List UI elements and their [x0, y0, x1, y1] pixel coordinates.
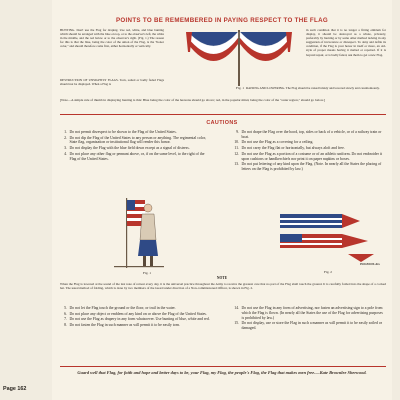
raising-lowering-paragraph: RAISING AND LOWERING. The Flag should be raised briskly and lowered slowly and ceremoniously. — [246, 86, 380, 90]
cautions-list-lower-left — [60, 306, 210, 329]
list-item: 1. Do not permit disrespect to be shown to the Flag of the United States. — [64, 130, 177, 134]
list-item: 14. Do not use the Flag in any form of advertising, nor fasten an advertising sign to a pole from which the Flag is flown. (In nearly all the States the use of the Flag for advertising purposes is prohibited by law.) — [234, 306, 383, 320]
cautions-list-lower-right — [232, 306, 386, 332]
list-item: 10. Do not use the Flag as a covering for a ceiling. — [234, 140, 314, 145]
list-item: 2. Do not dip the Flag of the United States to any person or anything. The regimental color, State flag, organization or institutional flag will render this honor. — [64, 135, 206, 145]
section-divider — [60, 114, 386, 115]
list-item: 4. Do not place any other flag or pennant above, or, if on the same level, to the right of the Flag of the United States. — [64, 151, 205, 161]
page-title: POINTS TO BE REMEMBERED IN PAYING RESPECT TO THE FLAG — [116, 17, 328, 24]
note-heading: NOTE — [216, 276, 228, 280]
fig2-label: Fig. 2 — [324, 270, 332, 274]
fig1-label: Fig. 1 — [143, 271, 151, 275]
poled-flag-label: POLED FLAG — [360, 262, 380, 266]
bunting-illustration — [184, 30, 294, 86]
figure-folding-flag — [278, 212, 378, 264]
bunting-note: [Note—A simple rule of thumb in displaying bunting is this: Blue being the color of the heavens should go above; red, in the popular mind, being the color of the "outer region," should go below.] — [60, 98, 326, 102]
page-number: Page 162 — [3, 386, 27, 392]
list-item: 15. Do not display, use or store the Flag in such a manner as will permit it to be easily soiled or damaged. — [234, 321, 383, 331]
flag-bearer-icon — [112, 196, 182, 270]
intro-fig-label: Fig. 1 — [236, 86, 244, 90]
destruction-continued-paragraph: in such condition that it is no longer a fitting emblem for display, it should be destroyed as a whole, privately, preferably by burning or by some other method lacking in any suggestion of irreverence or disrespect. To deny and defile its condition, if the Flag is your honor in itself or more, an old-style of proper means having it melted or repaired. If it is beyond repair, or is badly faded, ask them to get a new Flag. — [306, 28, 386, 57]
destruction-paragraph: DESTRUCTION OF UNSIGHTLY FLAGS. Torn, soiled or badly faded Flags should not be displayed. When a Flag is — [60, 78, 164, 87]
list-item: 5. Do not let the Flag touch the ground or the floor, or trail in the water. — [64, 306, 176, 310]
note-text: When the Flag is lowered at the sound of the last note of retreat every day, it is the universal practice throughout the Army to receive the greatest care that no part of the Flag shall touch the ground. It is carefully folded into the shape of a cocked hat. The usual method of folding, which is done by two members of the Guard under direction of a Non-commissioned Officer, is shown in Fig. 2. — [60, 282, 386, 291]
document-page — [52, 0, 392, 400]
cautions-title: CAUTIONS — [206, 120, 238, 126]
footer-divider — [60, 366, 386, 367]
list-item: 8. Do not fasten the Flag in such manner as will permit it to be easily torn. — [64, 323, 180, 328]
cautions-list-left — [60, 130, 210, 162]
cautions-list-right — [232, 130, 386, 173]
list-item: 3. Do not display the Flag with the blue field down except as a signal of distress. — [64, 146, 190, 151]
list-item: 7. Do not use the Flag as drapery in any form whatsoever. Use bunting of blue, white and red. — [64, 317, 210, 322]
list-item: 11. Do not carry the Flag flat or horizontally, but always aloft and free. — [234, 146, 345, 151]
figure-person-with-flag — [112, 196, 182, 270]
list-item: 9. Do not drape the Flag over the hood, top, sides or back of a vehicle, or of a railway train or boat. — [236, 130, 382, 139]
list-item: 6. Do not place any object or emblem of any kind on or above the Flag of the United States. — [64, 311, 207, 316]
closing-quote: Guard well that Flag, for faith and hope and better days to be, your Flag, my Flag, the people's Flag, the Flag that makes men free.—Kate Brownlee Sherwood. — [77, 370, 367, 375]
list-item: 12. Do not use the Flag as a portion of a costume or of an athletic uniform. Do not embroider it upon cushions or handkerchiefs nor print it on paper napkins or boxes. — [234, 151, 382, 161]
bunting-drape-icon — [184, 30, 294, 86]
list-item: 13. Do not put lettering of any kind upon the Flag. (Note. In nearly all the States the placing of letters on the Flag is prohibited by law.) — [234, 162, 382, 172]
bunting-paragraph: BUNTING. Don't use the Flag for draping. Use red, white, and blue bunting which should be arranged with the blue on top, or to the observer's left, the white in the middle, and the red below or to the observer's right. (Fig. 1.) The reason for this is that the blue, being the color of the union of the Flag, is the "honor color," and should therefore come first, either horizontally or vertically. — [60, 28, 164, 49]
folded-flag-icon — [278, 212, 378, 264]
